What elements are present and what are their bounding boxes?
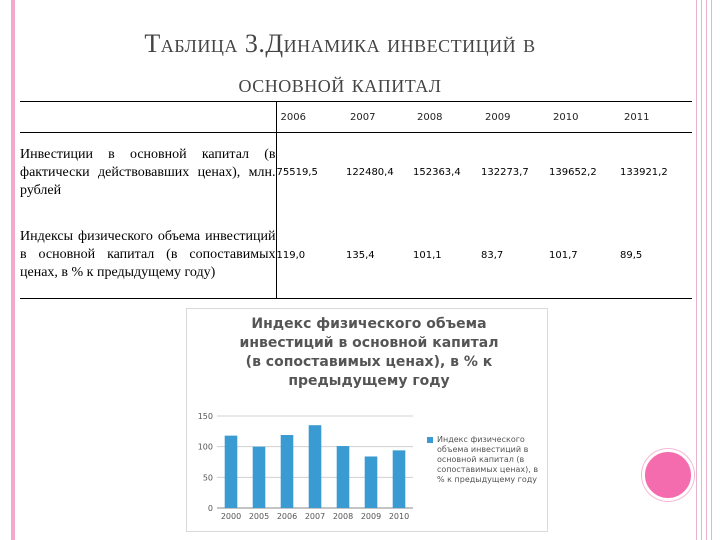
- chart-plot: [187, 309, 547, 531]
- table-row: [20, 213, 692, 299]
- investment-table: [20, 101, 692, 299]
- year-header: 2007: [346, 102, 413, 133]
- slide-title: [40, 24, 640, 104]
- year-header: 2006: [276, 102, 346, 133]
- x-tick-label: 2000: [220, 512, 242, 521]
- bar: [337, 446, 350, 508]
- decorative-circle: [642, 449, 694, 501]
- table-cell: 139652,2: [549, 167, 597, 179]
- year-header: 2011: [620, 102, 692, 133]
- x-tick-label: 2009: [360, 512, 382, 521]
- legend-label: Индекс физического объема инвестиций в основной капитал (в сопоставимых ценах), в % к предыдущему году: [437, 435, 539, 484]
- table-cell: 135,4: [346, 213, 413, 299]
- row-label: Инвестиции в основной капитал (в фактически действовавших ценах), млн. рублей: [20, 133, 276, 213]
- chart-legend: [427, 435, 543, 485]
- table-cell: 132273,7: [481, 167, 529, 179]
- y-tick-label: 0: [207, 504, 213, 513]
- year-header: 2010: [549, 102, 620, 133]
- table-cell: 75519,5: [276, 167, 318, 179]
- x-tick-label: 2008: [332, 512, 354, 521]
- y-tick-label: 100: [197, 442, 213, 452]
- table-cell: 101,1: [413, 213, 481, 299]
- y-tick-label: 50: [202, 473, 213, 483]
- year-header: 2009: [481, 102, 549, 133]
- bar: [365, 456, 378, 508]
- left-border-decoration: [11, 0, 15, 540]
- bar: [309, 425, 322, 508]
- x-tick-label: 2006: [276, 512, 298, 521]
- table-header-row: [20, 102, 692, 133]
- bar: [253, 447, 266, 508]
- legend-swatch: [427, 437, 433, 443]
- table-row: [20, 133, 692, 213]
- table-cell: 119,0: [276, 213, 346, 299]
- table-cell: 101,7: [549, 213, 620, 299]
- year-header: 2008: [413, 102, 481, 133]
- bar: [225, 436, 238, 508]
- y-tick-label: 150: [197, 412, 213, 421]
- table-header-empty: [20, 102, 276, 133]
- bar: [281, 435, 294, 508]
- bar-chart: [186, 308, 548, 532]
- slide-title-line-2: основной капитал: [238, 69, 442, 98]
- right-border-decoration: [692, 0, 720, 540]
- table-cell: 152363,4: [413, 167, 461, 179]
- table-cell: 89,5: [620, 213, 692, 299]
- table-cell: 133921,2: [620, 167, 668, 179]
- bar: [393, 450, 406, 508]
- x-tick-label: 2007: [304, 512, 326, 521]
- table-cell: 122480,4: [346, 167, 394, 179]
- x-tick-label: 2010: [388, 512, 410, 521]
- chart-title: Индекс физического объема инвестиций в основной капитал (в сопоставимых ценах), в % к предыдущему году: [239, 316, 499, 389]
- x-tick-label: 2005: [248, 512, 270, 521]
- slide-title-line-1: Таблица 3.Динамика инвестиций в: [144, 29, 536, 58]
- table-cell: 83,7: [481, 213, 549, 299]
- row-label: Индексы физического объема инвестиций в основной капитал (в сопоставимых ценах, в % к предыдущему году): [20, 213, 276, 299]
